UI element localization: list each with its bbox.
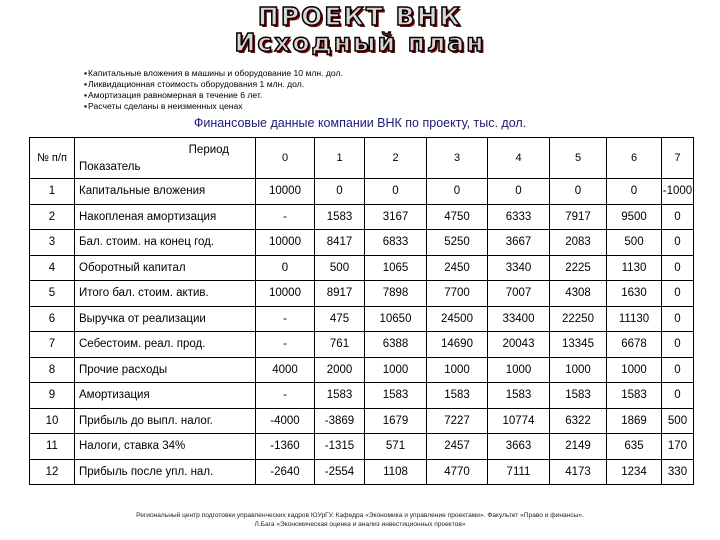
table-cell: 0: [662, 230, 694, 256]
row-label: Накопленая амортизация: [75, 204, 256, 230]
table-cell: 4308: [550, 281, 607, 307]
table-cell: 10774: [488, 408, 550, 434]
period-column-header: 3: [427, 138, 488, 179]
table-row: [30, 281, 694, 307]
table-cell: 9500: [607, 204, 662, 230]
table-cell: 10000: [256, 230, 315, 256]
table-cell: 3663: [488, 434, 550, 460]
table-cell: 500: [315, 255, 365, 281]
table-cell: 1679: [365, 408, 427, 434]
table-cell: 7700: [427, 281, 488, 307]
table-cell: 0: [662, 281, 694, 307]
table-cell: 1000: [550, 357, 607, 383]
table-cell: -3869: [315, 408, 365, 434]
row-label: Капитальные вложения: [75, 179, 256, 205]
table-cell: 3340: [488, 255, 550, 281]
table-row: [30, 179, 694, 205]
row-number: 9: [30, 383, 75, 409]
table-cell: 7898: [365, 281, 427, 307]
table-cell: -1360: [256, 434, 315, 460]
table-row: [30, 255, 694, 281]
assumptions-list: [84, 68, 343, 112]
table-row: [30, 204, 694, 230]
table-cell: 0: [662, 255, 694, 281]
table-cell: -2640: [256, 459, 315, 485]
assumption-item: ▪ Капитальные вложения в машины и оборудование 10 млн. дол.: [84, 68, 343, 79]
row-number: 3: [30, 230, 75, 256]
table-cell: 6678: [607, 332, 662, 358]
number-header: № п/п: [30, 138, 75, 179]
table-cell: 6833: [365, 230, 427, 256]
table-cell: 1583: [427, 383, 488, 409]
table-cell: 11130: [607, 306, 662, 332]
table-cell: 2450: [427, 255, 488, 281]
table-cell: 0: [662, 204, 694, 230]
table-cell: 1583: [550, 383, 607, 409]
table-cell: 0: [365, 179, 427, 205]
table-cell: 1000: [607, 357, 662, 383]
table-cell: 20043: [488, 332, 550, 358]
footer-line-2: Л.Бага «Экономическая оценка и анализ инвестиционных проектов»: [254, 521, 466, 528]
table-cell: 1000: [365, 357, 427, 383]
period-column-header: 2: [365, 138, 427, 179]
table-cell: 3667: [488, 230, 550, 256]
table-cell: 3167: [365, 204, 427, 230]
table-cell: 1869: [607, 408, 662, 434]
table-cell: 0: [550, 179, 607, 205]
table-header-row: [30, 138, 694, 179]
table-cell: 0: [488, 179, 550, 205]
period-column-header: 5: [550, 138, 607, 179]
table-cell: 1583: [607, 383, 662, 409]
table-cell: -: [256, 383, 315, 409]
table-cell: 10000: [256, 179, 315, 205]
period-indicator-header: [75, 138, 256, 179]
period-column-header: 6: [607, 138, 662, 179]
row-label: Прибыль после упл. нал.: [75, 459, 256, 485]
row-number: 6: [30, 306, 75, 332]
table-row: [30, 459, 694, 485]
row-number: 11: [30, 434, 75, 460]
table-cell: 0: [662, 332, 694, 358]
row-number: 12: [30, 459, 75, 485]
table-cell: 1583: [488, 383, 550, 409]
row-number: 10: [30, 408, 75, 434]
table-cell: 4173: [550, 459, 607, 485]
table-cell: 1234: [607, 459, 662, 485]
table-cell: 170: [662, 434, 694, 460]
title-line-1: ПРОЕКТ ВНК: [257, 2, 463, 31]
table-cell: 0: [662, 357, 694, 383]
table-cell: -: [256, 332, 315, 358]
table-cell: 0: [256, 255, 315, 281]
table-cell: 14690: [427, 332, 488, 358]
table-cell: 1583: [365, 383, 427, 409]
row-number: 2: [30, 204, 75, 230]
footer-line-1: Региональный центр подготовки управленческих кадров ЮУрГУ. Кафедра «Экономика и управление проектами». Факультет «Право и финансы».: [136, 512, 584, 519]
table-cell: 2457: [427, 434, 488, 460]
table-cell: 500: [662, 408, 694, 434]
table-cell: 1583: [315, 383, 365, 409]
table-cell: -: [256, 306, 315, 332]
table-cell: 4000: [256, 357, 315, 383]
row-number: 1: [30, 179, 75, 205]
row-label: Себестоим. реал. прод.: [75, 332, 256, 358]
financial-table: [29, 137, 694, 485]
period-column-header: 7: [662, 138, 694, 179]
row-label: Итого бал. стоим. актив.: [75, 281, 256, 307]
row-label: Прочие расходы: [75, 357, 256, 383]
table-cell: 7111: [488, 459, 550, 485]
table-cell: 2225: [550, 255, 607, 281]
table-cell: -1315: [315, 434, 365, 460]
table-cell: 0: [315, 179, 365, 205]
row-label: Оборотный капитал: [75, 255, 256, 281]
table-cell: 1130: [607, 255, 662, 281]
table-cell: 1000: [488, 357, 550, 383]
row-label: Выручка от реализации: [75, 306, 256, 332]
table-row: [30, 357, 694, 383]
assumption-item: ▪ Ликвидационная стоимость оборудования 1 млн. дол.: [84, 79, 343, 90]
table-cell: 4770: [427, 459, 488, 485]
table-cell: 8417: [315, 230, 365, 256]
table-cell: 6388: [365, 332, 427, 358]
row-label: Амортизация: [75, 383, 256, 409]
table-cell: 475: [315, 306, 365, 332]
title-line-2: Исходный план: [234, 28, 486, 57]
table-cell: 10650: [365, 306, 427, 332]
period-column-header: 0: [256, 138, 315, 179]
table-row: [30, 408, 694, 434]
table-cell: 500: [607, 230, 662, 256]
table-cell: 0: [662, 383, 694, 409]
table-cell: 22250: [550, 306, 607, 332]
period-header: Период: [188, 144, 229, 156]
table-cell: -1000: [662, 179, 694, 205]
row-label: Налоги, ставка 34%: [75, 434, 256, 460]
assumption-item: ▪ Расчеты сделаны в неизменных ценах: [84, 101, 343, 112]
table-row: [30, 306, 694, 332]
table-cell: 1000: [427, 357, 488, 383]
row-number: 8: [30, 357, 75, 383]
table-cell: -2554: [315, 459, 365, 485]
table-cell: 24500: [427, 306, 488, 332]
indicator-header: Показатель: [79, 161, 141, 173]
table-cell: -4000: [256, 408, 315, 434]
table-cell: 1065: [365, 255, 427, 281]
table-cell: 0: [662, 306, 694, 332]
table-row: [30, 332, 694, 358]
table-cell: 5250: [427, 230, 488, 256]
table-row: [30, 383, 694, 409]
table-cell: 1630: [607, 281, 662, 307]
table-cell: 0: [607, 179, 662, 205]
row-number: 4: [30, 255, 75, 281]
table-cell: -: [256, 204, 315, 230]
assumption-item: ▪ Амортизация равномерная в течение 6 лет.: [84, 90, 343, 101]
table-cell: 571: [365, 434, 427, 460]
table-row: [30, 434, 694, 460]
table-cell: 6333: [488, 204, 550, 230]
row-label: Прибыль до выпл. налог.: [75, 408, 256, 434]
table-cell: 6322: [550, 408, 607, 434]
table-cell: 13345: [550, 332, 607, 358]
row-number: 7: [30, 332, 75, 358]
table-cell: 0: [427, 179, 488, 205]
table-cell: 2000: [315, 357, 365, 383]
table-cell: 7007: [488, 281, 550, 307]
table-cell: 8917: [315, 281, 365, 307]
table-cell: 2083: [550, 230, 607, 256]
table-cell: 761: [315, 332, 365, 358]
table-caption: Финансовые данные компании ВНК по проекту, тыс. дол.: [193, 116, 527, 130]
table-body: [30, 179, 694, 485]
table-cell: 2149: [550, 434, 607, 460]
table-cell: 1108: [365, 459, 427, 485]
table-cell: 330: [662, 459, 694, 485]
footer: [0, 511, 720, 529]
table-cell: 10000: [256, 281, 315, 307]
table-cell: 7917: [550, 204, 607, 230]
table-cell: 1583: [315, 204, 365, 230]
table-cell: 4750: [427, 204, 488, 230]
table-cell: 33400: [488, 306, 550, 332]
period-column-header: 1: [315, 138, 365, 179]
table-row: [30, 230, 694, 256]
row-label: Бал. стоим. на конец год.: [75, 230, 256, 256]
period-column-header: 4: [488, 138, 550, 179]
table-cell: 7227: [427, 408, 488, 434]
table-cell: 635: [607, 434, 662, 460]
row-number: 5: [30, 281, 75, 307]
